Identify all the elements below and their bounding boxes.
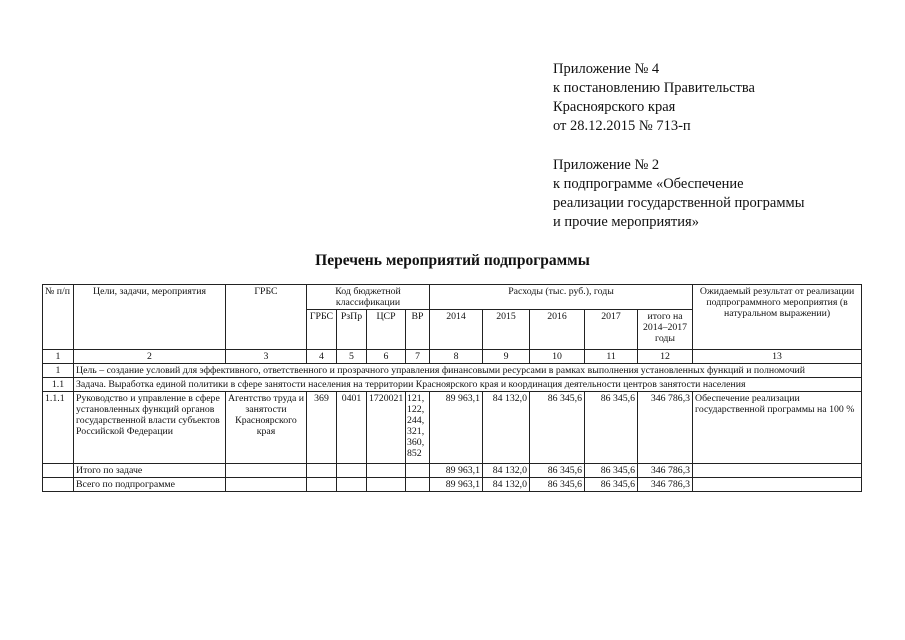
task-total-2016: 86 345,6 [530,464,585,478]
task-row [43,378,862,392]
col-number: 11 [585,350,638,364]
empty-cell [337,478,367,492]
appendix-4-line-2: к постановлению Правительства [553,80,755,96]
appendix-2-line-2: к подпрограмме «Обеспечение [553,176,744,192]
task-total-sum: 346 786,3 [638,464,693,478]
sub-total-sum: 346 786,3 [638,478,693,492]
empty-cell [307,464,337,478]
col-number: 10 [530,350,585,364]
empty-cell [337,464,367,478]
goal-num: 1 [43,364,74,378]
activity-result: Обеспечение реализации государственной программы на 100 % [693,392,862,464]
task-total-label: Итого по задаче [74,464,226,478]
header-num: № п/п [43,285,74,350]
header-total: итого на 2014–2017 годы [638,310,693,350]
activity-total: 346 786,3 [638,392,693,464]
activity-grbs: 369 [307,392,337,464]
empty-cell [693,478,862,492]
col-number: 5 [337,350,367,364]
appendix-4-line-4: от 28.12.2015 № 713-п [553,118,691,134]
sub-total-2016: 86 345,6 [530,478,585,492]
col-number: 12 [638,350,693,364]
col-number: 2 [74,350,226,364]
sub-total-2014: 89 963,1 [430,478,483,492]
empty-cell [406,478,430,492]
page-title: Перечень мероприятий подпрограммы [315,252,590,269]
goal-row [43,364,862,378]
empty-cell [226,464,307,478]
activity-row [43,392,862,464]
spacer [553,136,873,156]
activity-rzpr: 0401 [337,392,367,464]
empty-cell [367,464,406,478]
activity-vr: 121, 122, 244, 321, 360, 852 [406,392,430,464]
appendix-2-line-4: и прочие мероприятия» [553,214,699,230]
header-rzpr: РзПр [337,310,367,350]
appendix-4-line-1: Приложение № 4 [553,61,660,77]
header-2015: 2015 [483,310,530,350]
header-vr: ВР [406,310,430,350]
empty-cell [43,464,74,478]
task-total-2017: 86 345,6 [585,464,638,478]
activity-2016: 86 345,6 [530,392,585,464]
col-number: 1 [43,350,74,364]
appendix-2-line-1: Приложение № 2 [553,157,660,173]
sub-total-label: Всего по подпрограмме [74,478,226,492]
header-2014: 2014 [430,310,483,350]
appendix-header [553,60,873,232]
empty-cell [43,478,74,492]
header-goals: Цели, задачи, мероприятия [74,285,226,350]
empty-cell [693,464,862,478]
empty-cell [226,478,307,492]
col-number: 8 [430,350,483,364]
activities-table [42,284,862,492]
header-2017: 2017 [585,310,638,350]
empty-cell [367,478,406,492]
header-code: Код бюджетной классификации [307,285,430,310]
header-expenses: Расходы (тыс. руб.), годы [430,285,693,310]
col-number: 4 [307,350,337,364]
empty-cell [406,464,430,478]
appendix-2-line-3: реализации государственной программы [553,195,805,211]
goal-text: Цель – создание условий для эффективного, ответственного и прозрачного управления финансовыми ресурсами в рамках выполнения установленных функций и полномочий [74,364,862,378]
task-total-row [43,464,862,478]
header-csr: ЦСР [367,310,406,350]
col-number: 9 [483,350,530,364]
task-total-2015: 84 132,0 [483,464,530,478]
col-number: 7 [406,350,430,364]
activity-2015: 84 132,0 [483,392,530,464]
activity-name: Руководство и управление в сфере установленных функций органов государственной власти субъектов Российской Федерации [74,392,226,464]
col-number: 13 [693,350,862,364]
activity-num: 1.1.1 [43,392,74,464]
sub-total-2015: 84 132,0 [483,478,530,492]
header-2016: 2016 [530,310,585,350]
sub-total-2017: 86 345,6 [585,478,638,492]
task-num: 1.1 [43,378,74,392]
activity-2014: 89 963,1 [430,392,483,464]
activity-2017: 86 345,6 [585,392,638,464]
header-grbs-code: ГРБС [307,310,337,350]
activity-grbs-name: Агентство труда и занятости Красноярского края [226,392,307,464]
header-result: Ожидаемый результат от реализации подпрограммного мероприятия (в натуральном выражении) [693,285,862,350]
subprogram-total-row [43,478,862,492]
header-grbs: ГРБС [226,285,307,350]
col-number: 3 [226,350,307,364]
col-number: 6 [367,350,406,364]
empty-cell [307,478,337,492]
task-total-2014: 89 963,1 [430,464,483,478]
appendix-4-line-3: Красноярского края [553,99,676,115]
activity-csr: 1720021 [367,392,406,464]
task-text: Задача. Выработка единой политики в сфере занятости населения на территории Красноярского края и координация деятельности центров занятости населения [74,378,862,392]
